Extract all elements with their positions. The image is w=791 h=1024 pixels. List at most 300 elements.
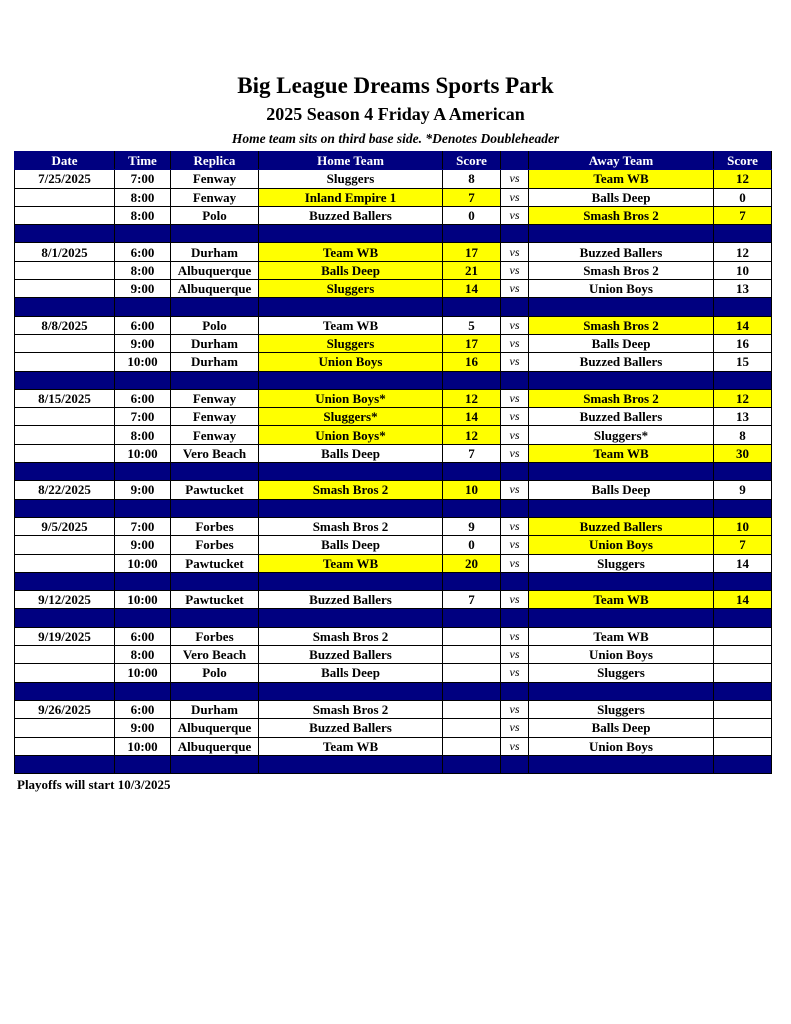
away-score: 12 bbox=[714, 170, 772, 188]
game-replica: Albuquerque bbox=[171, 261, 259, 279]
separator-cell bbox=[115, 609, 171, 627]
home-score bbox=[443, 737, 501, 755]
game-time: 10:00 bbox=[115, 554, 171, 572]
vs-label: vs bbox=[501, 591, 529, 609]
game-replica: Durham bbox=[171, 353, 259, 371]
game-time: 6:00 bbox=[115, 700, 171, 718]
home-team: Smash Bros 2 bbox=[259, 481, 443, 499]
separator-cell bbox=[443, 682, 501, 700]
separator-cell bbox=[15, 572, 115, 590]
home-team: Sluggers* bbox=[259, 408, 443, 426]
away-team: Buzzed Ballers bbox=[529, 353, 714, 371]
home-score bbox=[443, 627, 501, 645]
header-home-team: Home Team bbox=[259, 152, 443, 170]
separator-cell bbox=[529, 463, 714, 481]
schedule-body bbox=[15, 170, 772, 774]
home-team: Sluggers bbox=[259, 170, 443, 188]
away-team: Balls Deep bbox=[529, 188, 714, 206]
game-date bbox=[15, 737, 115, 755]
game-time: 6:00 bbox=[115, 316, 171, 334]
home-team: Team WB bbox=[259, 243, 443, 261]
away-score: 14 bbox=[714, 316, 772, 334]
game-replica: Fenway bbox=[171, 408, 259, 426]
home-score bbox=[443, 700, 501, 718]
home-score: 12 bbox=[443, 389, 501, 407]
section-separator bbox=[15, 755, 772, 773]
away-team: Team WB bbox=[529, 444, 714, 462]
vs-label: vs bbox=[501, 426, 529, 444]
game-row bbox=[15, 188, 772, 206]
game-time: 6:00 bbox=[115, 243, 171, 261]
separator-cell bbox=[171, 298, 259, 316]
playoffs-note: Playoffs will start 10/3/2025 bbox=[17, 777, 171, 792]
game-time: 8:00 bbox=[115, 426, 171, 444]
game-row bbox=[15, 389, 772, 407]
game-row bbox=[15, 316, 772, 334]
away-score: 8 bbox=[714, 426, 772, 444]
separator-cell bbox=[115, 298, 171, 316]
header-away-score: Score bbox=[714, 152, 772, 170]
game-row bbox=[15, 426, 772, 444]
game-date bbox=[15, 719, 115, 737]
separator-cell bbox=[714, 371, 772, 389]
home-team: Smash Bros 2 bbox=[259, 627, 443, 645]
separator-cell bbox=[529, 499, 714, 517]
page-subtitle: 2025 Season 4 Friday A American bbox=[266, 104, 525, 124]
vs-label: vs bbox=[501, 481, 529, 499]
game-time: 9:00 bbox=[115, 481, 171, 499]
vs-label: vs bbox=[501, 280, 529, 298]
away-score bbox=[714, 664, 772, 682]
game-row bbox=[15, 280, 772, 298]
game-time: 8:00 bbox=[115, 188, 171, 206]
game-replica: Durham bbox=[171, 243, 259, 261]
game-date: 8/8/2025 bbox=[15, 316, 115, 334]
separator-cell bbox=[115, 463, 171, 481]
separator-cell bbox=[443, 572, 501, 590]
vs-label: vs bbox=[501, 389, 529, 407]
game-date bbox=[15, 334, 115, 352]
game-row bbox=[15, 334, 772, 352]
away-score: 14 bbox=[714, 554, 772, 572]
game-date bbox=[15, 426, 115, 444]
game-replica: Forbes bbox=[171, 627, 259, 645]
game-date: 8/1/2025 bbox=[15, 243, 115, 261]
away-score: 10 bbox=[714, 261, 772, 279]
separator-cell bbox=[15, 371, 115, 389]
game-date: 9/19/2025 bbox=[15, 627, 115, 645]
separator-cell bbox=[15, 609, 115, 627]
home-team: Team WB bbox=[259, 554, 443, 572]
home-team: Team WB bbox=[259, 737, 443, 755]
vs-label: vs bbox=[501, 170, 529, 188]
vs-label: vs bbox=[501, 353, 529, 371]
game-time: 10:00 bbox=[115, 353, 171, 371]
away-score: 16 bbox=[714, 334, 772, 352]
separator-cell bbox=[171, 499, 259, 517]
away-team: Balls Deep bbox=[529, 481, 714, 499]
vs-label: vs bbox=[501, 627, 529, 645]
game-date bbox=[15, 280, 115, 298]
home-team: Union Boys bbox=[259, 353, 443, 371]
section-separator bbox=[15, 499, 772, 517]
away-score: 13 bbox=[714, 280, 772, 298]
header-row bbox=[15, 152, 772, 170]
home-team: Balls Deep bbox=[259, 444, 443, 462]
separator-cell bbox=[171, 609, 259, 627]
vs-label: vs bbox=[501, 554, 529, 572]
home-team: Inland Empire 1 bbox=[259, 188, 443, 206]
separator-cell bbox=[259, 371, 443, 389]
separator-cell bbox=[259, 682, 443, 700]
game-row bbox=[15, 261, 772, 279]
game-row bbox=[15, 664, 772, 682]
separator-cell bbox=[501, 572, 529, 590]
home-team: Sluggers bbox=[259, 334, 443, 352]
section-separator bbox=[15, 572, 772, 590]
separator-cell bbox=[529, 225, 714, 243]
separator-cell bbox=[714, 298, 772, 316]
header-replica: Replica bbox=[171, 152, 259, 170]
away-score: 15 bbox=[714, 353, 772, 371]
away-score: 0 bbox=[714, 188, 772, 206]
away-team: Team WB bbox=[529, 170, 714, 188]
away-team: Sluggers bbox=[529, 554, 714, 572]
home-score bbox=[443, 664, 501, 682]
game-date bbox=[15, 554, 115, 572]
game-time: 8:00 bbox=[115, 261, 171, 279]
game-replica: Fenway bbox=[171, 188, 259, 206]
vs-label: vs bbox=[501, 408, 529, 426]
home-score: 5 bbox=[443, 316, 501, 334]
separator-cell bbox=[714, 572, 772, 590]
home-score: 7 bbox=[443, 591, 501, 609]
separator-cell bbox=[714, 225, 772, 243]
home-team: Buzzed Ballers bbox=[259, 719, 443, 737]
separator-cell bbox=[15, 298, 115, 316]
separator-cell bbox=[171, 755, 259, 773]
separator-cell bbox=[115, 371, 171, 389]
game-replica: Fenway bbox=[171, 170, 259, 188]
separator-cell bbox=[501, 609, 529, 627]
separator-cell bbox=[15, 463, 115, 481]
game-replica: Pawtucket bbox=[171, 481, 259, 499]
game-replica: Pawtucket bbox=[171, 591, 259, 609]
away-team: Smash Bros 2 bbox=[529, 206, 714, 224]
separator-cell bbox=[15, 682, 115, 700]
separator-cell bbox=[501, 463, 529, 481]
game-date bbox=[15, 188, 115, 206]
section-separator bbox=[15, 225, 772, 243]
game-replica: Albuquerque bbox=[171, 280, 259, 298]
away-team: Sluggers bbox=[529, 700, 714, 718]
separator-cell bbox=[115, 572, 171, 590]
away-score bbox=[714, 700, 772, 718]
separator-cell bbox=[15, 225, 115, 243]
away-team: Team WB bbox=[529, 627, 714, 645]
separator-cell bbox=[171, 682, 259, 700]
game-row bbox=[15, 700, 772, 718]
away-team: Buzzed Ballers bbox=[529, 243, 714, 261]
game-date: 7/25/2025 bbox=[15, 170, 115, 188]
home-team: Balls Deep bbox=[259, 664, 443, 682]
home-score: 14 bbox=[443, 408, 501, 426]
separator-cell bbox=[714, 682, 772, 700]
game-row bbox=[15, 206, 772, 224]
away-score: 30 bbox=[714, 444, 772, 462]
game-time: 7:00 bbox=[115, 517, 171, 535]
away-team: Union Boys bbox=[529, 280, 714, 298]
away-team: Buzzed Ballers bbox=[529, 517, 714, 535]
home-score: 12 bbox=[443, 426, 501, 444]
home-team: Balls Deep bbox=[259, 536, 443, 554]
away-team: Union Boys bbox=[529, 646, 714, 664]
away-score bbox=[714, 627, 772, 645]
home-score: 9 bbox=[443, 517, 501, 535]
home-team: Sluggers bbox=[259, 280, 443, 298]
schedule-table bbox=[14, 151, 772, 774]
away-score: 12 bbox=[714, 243, 772, 261]
vs-label: vs bbox=[501, 536, 529, 554]
game-date: 8/22/2025 bbox=[15, 481, 115, 499]
game-replica: Albuquerque bbox=[171, 719, 259, 737]
vs-label: vs bbox=[501, 261, 529, 279]
separator-cell bbox=[259, 755, 443, 773]
away-score: 9 bbox=[714, 481, 772, 499]
separator-cell bbox=[443, 499, 501, 517]
game-time: 6:00 bbox=[115, 389, 171, 407]
vs-label: vs bbox=[501, 334, 529, 352]
home-score: 20 bbox=[443, 554, 501, 572]
home-score: 0 bbox=[443, 206, 501, 224]
game-time: 7:00 bbox=[115, 170, 171, 188]
vs-label: vs bbox=[501, 664, 529, 682]
home-score: 8 bbox=[443, 170, 501, 188]
away-team: Union Boys bbox=[529, 737, 714, 755]
away-score bbox=[714, 646, 772, 664]
home-score: 0 bbox=[443, 536, 501, 554]
game-date bbox=[15, 408, 115, 426]
game-replica: Polo bbox=[171, 316, 259, 334]
vs-label: vs bbox=[501, 188, 529, 206]
home-team: Balls Deep bbox=[259, 261, 443, 279]
separator-cell bbox=[259, 463, 443, 481]
game-time: 10:00 bbox=[115, 737, 171, 755]
separator-cell bbox=[171, 463, 259, 481]
separator-cell bbox=[443, 298, 501, 316]
section-separator bbox=[15, 463, 772, 481]
game-replica: Fenway bbox=[171, 389, 259, 407]
game-date bbox=[15, 536, 115, 554]
game-time: 9:00 bbox=[115, 719, 171, 737]
home-score bbox=[443, 719, 501, 737]
home-score: 7 bbox=[443, 444, 501, 462]
game-row bbox=[15, 481, 772, 499]
game-row bbox=[15, 353, 772, 371]
game-replica: Durham bbox=[171, 334, 259, 352]
header-date: Date bbox=[15, 152, 115, 170]
game-row bbox=[15, 646, 772, 664]
game-replica: Vero Beach bbox=[171, 444, 259, 462]
away-score bbox=[714, 719, 772, 737]
away-team: Union Boys bbox=[529, 536, 714, 554]
game-date: 9/26/2025 bbox=[15, 700, 115, 718]
home-score: 7 bbox=[443, 188, 501, 206]
game-row bbox=[15, 408, 772, 426]
home-score: 17 bbox=[443, 334, 501, 352]
game-time: 6:00 bbox=[115, 627, 171, 645]
separator-cell bbox=[714, 463, 772, 481]
game-date bbox=[15, 353, 115, 371]
away-team: Smash Bros 2 bbox=[529, 261, 714, 279]
game-date bbox=[15, 664, 115, 682]
game-row bbox=[15, 554, 772, 572]
away-score: 12 bbox=[714, 389, 772, 407]
separator-cell bbox=[259, 225, 443, 243]
separator-cell bbox=[714, 609, 772, 627]
vs-label: vs bbox=[501, 243, 529, 261]
game-replica: Forbes bbox=[171, 536, 259, 554]
header-away-team: Away Team bbox=[529, 152, 714, 170]
separator-cell bbox=[529, 298, 714, 316]
home-team: Smash Bros 2 bbox=[259, 517, 443, 535]
game-row bbox=[15, 170, 772, 188]
game-time: 10:00 bbox=[115, 444, 171, 462]
game-row bbox=[15, 444, 772, 462]
home-team: Buzzed Ballers bbox=[259, 646, 443, 664]
game-date bbox=[15, 261, 115, 279]
separator-cell bbox=[259, 609, 443, 627]
separator-cell bbox=[115, 225, 171, 243]
separator-cell bbox=[501, 225, 529, 243]
separator-cell bbox=[714, 755, 772, 773]
separator-cell bbox=[443, 371, 501, 389]
separator-cell bbox=[115, 499, 171, 517]
away-team: Balls Deep bbox=[529, 719, 714, 737]
game-replica: Vero Beach bbox=[171, 646, 259, 664]
away-team: Sluggers* bbox=[529, 426, 714, 444]
separator-cell bbox=[259, 298, 443, 316]
home-team: Union Boys* bbox=[259, 426, 443, 444]
home-team: Smash Bros 2 bbox=[259, 700, 443, 718]
section-separator bbox=[15, 609, 772, 627]
game-replica: Forbes bbox=[171, 517, 259, 535]
separator-cell bbox=[443, 463, 501, 481]
separator-cell bbox=[529, 371, 714, 389]
away-score: 14 bbox=[714, 591, 772, 609]
separator-cell bbox=[15, 755, 115, 773]
separator-cell bbox=[501, 682, 529, 700]
home-team: Buzzed Ballers bbox=[259, 591, 443, 609]
home-score: 14 bbox=[443, 280, 501, 298]
separator-cell bbox=[529, 609, 714, 627]
separator-cell bbox=[501, 499, 529, 517]
section-separator bbox=[15, 298, 772, 316]
game-row bbox=[15, 737, 772, 755]
game-row bbox=[15, 536, 772, 554]
game-date bbox=[15, 646, 115, 664]
vs-label: vs bbox=[501, 700, 529, 718]
game-row bbox=[15, 719, 772, 737]
home-score: 21 bbox=[443, 261, 501, 279]
header-vs bbox=[501, 152, 529, 170]
separator-cell bbox=[115, 755, 171, 773]
schedule-note: Home team sits on third base side. *Denotes Doubleheader bbox=[231, 131, 560, 146]
game-time: 9:00 bbox=[115, 334, 171, 352]
home-team: Buzzed Ballers bbox=[259, 206, 443, 224]
vs-label: vs bbox=[501, 737, 529, 755]
page-title: Big League Dreams Sports Park bbox=[237, 73, 554, 98]
separator-cell bbox=[259, 572, 443, 590]
game-replica: Polo bbox=[171, 664, 259, 682]
separator-cell bbox=[529, 572, 714, 590]
section-separator bbox=[15, 371, 772, 389]
home-score: 17 bbox=[443, 243, 501, 261]
game-replica: Polo bbox=[171, 206, 259, 224]
separator-cell bbox=[501, 298, 529, 316]
separator-cell bbox=[171, 371, 259, 389]
game-date: 9/12/2025 bbox=[15, 591, 115, 609]
away-score: 13 bbox=[714, 408, 772, 426]
separator-cell bbox=[501, 755, 529, 773]
separator-cell bbox=[529, 755, 714, 773]
away-team: Smash Bros 2 bbox=[529, 389, 714, 407]
separator-cell bbox=[501, 371, 529, 389]
game-date bbox=[15, 444, 115, 462]
game-time: 8:00 bbox=[115, 646, 171, 664]
separator-cell bbox=[171, 225, 259, 243]
away-team: Balls Deep bbox=[529, 334, 714, 352]
home-score: 16 bbox=[443, 353, 501, 371]
separator-cell bbox=[443, 225, 501, 243]
section-separator bbox=[15, 682, 772, 700]
away-team: Smash Bros 2 bbox=[529, 316, 714, 334]
home-team: Union Boys* bbox=[259, 389, 443, 407]
separator-cell bbox=[443, 609, 501, 627]
away-score: 10 bbox=[714, 517, 772, 535]
home-score bbox=[443, 646, 501, 664]
game-time: 9:00 bbox=[115, 280, 171, 298]
away-score: 7 bbox=[714, 536, 772, 554]
game-time: 7:00 bbox=[115, 408, 171, 426]
game-date: 9/5/2025 bbox=[15, 517, 115, 535]
away-score bbox=[714, 737, 772, 755]
game-replica: Fenway bbox=[171, 426, 259, 444]
separator-cell bbox=[714, 499, 772, 517]
separator-cell bbox=[15, 499, 115, 517]
game-replica: Durham bbox=[171, 700, 259, 718]
vs-label: vs bbox=[501, 316, 529, 334]
separator-cell bbox=[529, 682, 714, 700]
vs-label: vs bbox=[501, 646, 529, 664]
vs-label: vs bbox=[501, 517, 529, 535]
away-team: Buzzed Ballers bbox=[529, 408, 714, 426]
vs-label: vs bbox=[501, 206, 529, 224]
game-time: 8:00 bbox=[115, 206, 171, 224]
separator-cell bbox=[171, 572, 259, 590]
separator-cell bbox=[443, 755, 501, 773]
game-date: 8/15/2025 bbox=[15, 389, 115, 407]
away-team: Sluggers bbox=[529, 664, 714, 682]
away-team: Team WB bbox=[529, 591, 714, 609]
game-date bbox=[15, 206, 115, 224]
header-home-score: Score bbox=[443, 152, 501, 170]
game-replica: Pawtucket bbox=[171, 554, 259, 572]
vs-label: vs bbox=[501, 719, 529, 737]
home-score: 10 bbox=[443, 481, 501, 499]
game-replica: Albuquerque bbox=[171, 737, 259, 755]
separator-cell bbox=[115, 682, 171, 700]
